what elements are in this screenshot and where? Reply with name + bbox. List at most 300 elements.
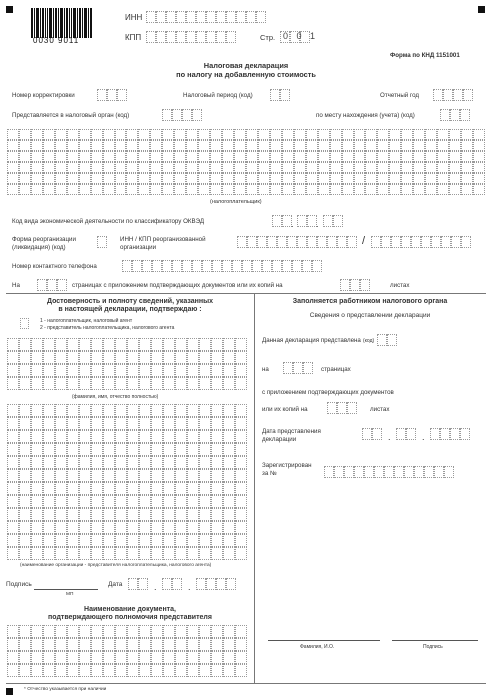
grid-cell[interactable] (449, 162, 461, 173)
grid-cell[interactable] (365, 173, 377, 184)
input-cell[interactable] (347, 402, 357, 414)
grid-cell[interactable] (7, 521, 19, 534)
input-cell[interactable] (293, 362, 303, 374)
grid-cell[interactable] (162, 173, 174, 184)
grid-cell[interactable] (19, 443, 31, 456)
grid-cell[interactable] (210, 184, 222, 195)
grid-cell[interactable] (199, 364, 211, 377)
grid-cell[interactable] (19, 430, 31, 443)
grid-cell[interactable] (151, 534, 163, 547)
grid-cell[interactable] (306, 140, 318, 151)
grid-cell[interactable] (31, 547, 43, 560)
grid-cell[interactable] (437, 173, 449, 184)
tax-period-cells[interactable] (270, 89, 290, 101)
okved-cells-2[interactable] (297, 215, 317, 227)
grid-cell[interactable] (282, 162, 294, 173)
input-cell[interactable] (292, 260, 302, 272)
grid-cell[interactable] (187, 351, 199, 364)
grid-cell[interactable] (151, 377, 163, 390)
grid-cell[interactable] (282, 184, 294, 195)
grid-cell[interactable] (7, 338, 19, 351)
grid-cell[interactable] (67, 430, 79, 443)
grid-cell[interactable] (175, 404, 187, 417)
grid-cell[interactable] (163, 664, 175, 677)
grid-cell[interactable] (162, 162, 174, 173)
grid-cell[interactable] (235, 495, 247, 508)
input-cell[interactable] (406, 428, 416, 440)
grid-cell[interactable] (175, 482, 187, 495)
grid-cell[interactable] (55, 404, 67, 417)
grid-cell[interactable] (103, 456, 115, 469)
input-cell[interactable] (280, 89, 290, 101)
grid-cell[interactable] (67, 351, 79, 364)
grid-cell[interactable] (270, 140, 282, 151)
grid-cell[interactable] (127, 338, 139, 351)
grid-cell[interactable] (461, 140, 473, 151)
input-cell[interactable] (443, 89, 453, 101)
grid-cell[interactable] (67, 404, 79, 417)
grid-cell[interactable] (91, 534, 103, 547)
grid-cell[interactable] (55, 547, 67, 560)
grid-cell[interactable] (199, 534, 211, 547)
input-cell[interactable] (232, 260, 242, 272)
grid-cell[interactable] (43, 508, 55, 521)
grid-cell[interactable] (43, 495, 55, 508)
input-cell[interactable] (327, 402, 337, 414)
grid-cell[interactable] (43, 351, 55, 364)
grid-cell[interactable] (7, 443, 19, 456)
input-cell[interactable] (333, 215, 343, 227)
grid-cell[interactable] (258, 162, 270, 173)
grid-cell[interactable] (91, 521, 103, 534)
grid-cell[interactable] (306, 151, 318, 162)
input-cell[interactable] (216, 11, 226, 23)
grid-cell[interactable] (246, 140, 258, 151)
submitted-to-cells[interactable] (162, 109, 202, 121)
reorg-inn-cells[interactable] (237, 236, 357, 248)
grid-cell[interactable] (79, 495, 91, 508)
input-cell[interactable] (57, 279, 67, 291)
grid-cell[interactable] (425, 129, 437, 140)
grid-cell[interactable] (67, 417, 79, 430)
grid-cell[interactable] (103, 638, 115, 651)
report-year-cells[interactable] (433, 89, 473, 101)
date-day-cells[interactable] (128, 578, 148, 590)
grid-cell[interactable] (43, 638, 55, 651)
grid-cell[interactable] (235, 638, 247, 651)
grid-cell[interactable] (163, 377, 175, 390)
grid-cell[interactable] (139, 482, 151, 495)
grid-cell[interactable] (150, 162, 162, 173)
grid-cell[interactable] (127, 469, 139, 482)
grid-cell[interactable] (91, 173, 103, 184)
grid-cell[interactable] (234, 129, 246, 140)
input-cell[interactable] (424, 466, 434, 478)
grid-cell[interactable] (91, 495, 103, 508)
grid-cell[interactable] (199, 430, 211, 443)
grid-cell[interactable] (43, 664, 55, 677)
grid-cell[interactable] (151, 364, 163, 377)
input-cell[interactable] (246, 11, 256, 23)
grid-cell[interactable] (211, 377, 223, 390)
grid-cell[interactable] (103, 508, 115, 521)
grid-cell[interactable] (31, 404, 43, 417)
grid-cell[interactable] (235, 443, 247, 456)
grid-cell[interactable] (162, 184, 174, 195)
grid-cell[interactable] (199, 508, 211, 521)
grid-cell[interactable] (139, 547, 151, 560)
grid-cell[interactable] (175, 638, 187, 651)
grid-cell[interactable] (19, 651, 31, 664)
grid-cell[interactable] (55, 638, 67, 651)
grid-cell[interactable] (211, 417, 223, 430)
grid-cell[interactable] (79, 430, 91, 443)
grid-cell[interactable] (31, 469, 43, 482)
grid-cell[interactable] (223, 547, 235, 560)
input-cell[interactable] (132, 260, 142, 272)
grid-cell[interactable] (365, 129, 377, 140)
grid-cell[interactable] (401, 162, 413, 173)
input-cell[interactable] (433, 89, 443, 101)
reorg-form-cell[interactable] (97, 236, 107, 248)
grid-cell[interactable] (126, 140, 138, 151)
grid-cell[interactable] (150, 173, 162, 184)
grid-cell[interactable] (43, 443, 55, 456)
grid-cell[interactable] (43, 625, 55, 638)
grid-cell[interactable] (377, 140, 389, 151)
grid-cell[interactable] (91, 547, 103, 560)
grid-cell[interactable] (223, 417, 235, 430)
grid-cell[interactable] (199, 404, 211, 417)
grid-cell[interactable] (127, 430, 139, 443)
grid-cell[interactable] (461, 151, 473, 162)
grid-cell[interactable] (67, 625, 79, 638)
grid-cell[interactable] (199, 377, 211, 390)
grid-cell[interactable] (103, 140, 115, 151)
input-cell[interactable] (421, 236, 431, 248)
grid-cell[interactable] (223, 638, 235, 651)
grid-cell[interactable] (67, 469, 79, 482)
grid-cell[interactable] (223, 495, 235, 508)
grid-cell[interactable] (91, 364, 103, 377)
phone-cells[interactable] (122, 260, 322, 272)
grid-cell[interactable] (103, 443, 115, 456)
grid-cell[interactable] (19, 404, 31, 417)
grid-cell[interactable] (31, 625, 43, 638)
grid-cell[interactable] (43, 129, 55, 140)
input-cell[interactable] (117, 89, 127, 101)
grid-cell[interactable] (377, 129, 389, 140)
grid-cell[interactable] (79, 469, 91, 482)
grid-cell[interactable] (223, 351, 235, 364)
grid-cell[interactable] (222, 184, 234, 195)
grid-cell[interactable] (211, 404, 223, 417)
grid-cell[interactable] (55, 162, 67, 173)
input-cell[interactable] (192, 260, 202, 272)
grid-cell[interactable] (7, 140, 19, 151)
grid-cell[interactable] (139, 651, 151, 664)
grid-cell[interactable] (103, 469, 115, 482)
grid-cell[interactable] (186, 184, 198, 195)
grid-cell[interactable] (31, 151, 43, 162)
grid-cell[interactable] (235, 430, 247, 443)
grid-cell[interactable] (19, 664, 31, 677)
grid-cell[interactable] (115, 417, 127, 430)
input-cell[interactable] (440, 109, 450, 121)
grid-cell[interactable] (211, 482, 223, 495)
grid-cell[interactable] (199, 482, 211, 495)
grid-cell[interactable] (223, 534, 235, 547)
input-cell[interactable] (186, 11, 196, 23)
grid-cell[interactable] (67, 534, 79, 547)
grid-cell[interactable] (187, 377, 199, 390)
grid-cell[interactable] (222, 129, 234, 140)
grid-cell[interactable] (449, 184, 461, 195)
grid-cell[interactable] (199, 443, 211, 456)
grid-cell[interactable] (186, 129, 198, 140)
grid-cell[interactable] (198, 173, 210, 184)
grid-cell[interactable] (187, 547, 199, 560)
grid-cell[interactable] (67, 338, 79, 351)
grid-cell[interactable] (151, 508, 163, 521)
grid-cell[interactable] (186, 162, 198, 173)
grid-cell[interactable] (199, 547, 211, 560)
grid-cell[interactable] (7, 417, 19, 430)
grid-cell[interactable] (187, 664, 199, 677)
grid-cell[interactable] (270, 173, 282, 184)
grid-cell[interactable] (151, 469, 163, 482)
grid-cell[interactable] (139, 469, 151, 482)
grid-cell[interactable] (139, 351, 151, 364)
grid-cell[interactable] (43, 482, 55, 495)
grid-cell[interactable] (115, 377, 127, 390)
input-cell[interactable] (461, 236, 471, 248)
grid-cell[interactable] (306, 184, 318, 195)
input-cell[interactable] (440, 428, 450, 440)
input-cell[interactable] (216, 31, 226, 43)
grid-cell[interactable] (31, 129, 43, 140)
input-cell[interactable] (374, 466, 384, 478)
grid-cell[interactable] (199, 351, 211, 364)
grid-cell[interactable] (67, 638, 79, 651)
grid-cell[interactable] (234, 140, 246, 151)
grid-cell[interactable] (187, 521, 199, 534)
grid-cell[interactable] (473, 151, 485, 162)
grid-cell[interactable] (127, 364, 139, 377)
grid-cell[interactable] (115, 482, 127, 495)
grid-cell[interactable] (163, 417, 175, 430)
grid-cell[interactable] (127, 404, 139, 417)
grid-cell[interactable] (127, 547, 139, 560)
grid-cell[interactable] (19, 173, 31, 184)
grid-cell[interactable] (377, 162, 389, 173)
grid-cell[interactable] (79, 129, 91, 140)
date-month-cells[interactable] (162, 578, 182, 590)
grid-cell[interactable] (246, 184, 258, 195)
grid-cell[interactable] (79, 482, 91, 495)
grid-cell[interactable] (103, 377, 115, 390)
grid-cell[interactable] (151, 443, 163, 456)
grid-cell[interactable] (67, 443, 79, 456)
grid-cell[interactable] (199, 651, 211, 664)
grid-cell[interactable] (187, 404, 199, 417)
grid-cell[interactable] (19, 534, 31, 547)
submission-year-cells[interactable] (430, 428, 470, 440)
grid-cell[interactable] (67, 140, 79, 151)
grid-cell[interactable] (115, 456, 127, 469)
grid-cell[interactable] (55, 482, 67, 495)
grid-cell[interactable] (425, 151, 437, 162)
grid-cell[interactable] (354, 151, 366, 162)
grid-cell[interactable] (377, 173, 389, 184)
input-cell[interactable] (146, 11, 156, 23)
grid-cell[interactable] (377, 184, 389, 195)
grid-cell[interactable] (437, 162, 449, 173)
grid-cell[interactable] (31, 338, 43, 351)
grid-cell[interactable] (31, 508, 43, 521)
input-cell[interactable] (347, 236, 357, 248)
input-cell[interactable] (317, 236, 327, 248)
grid-cell[interactable] (55, 364, 67, 377)
grid-cell[interactable] (401, 140, 413, 151)
grid-cell[interactable] (234, 151, 246, 162)
input-cell[interactable] (172, 109, 182, 121)
pages-count-cells[interactable] (37, 279, 67, 291)
grid-cell[interactable] (138, 162, 150, 173)
grid-cell[interactable] (413, 151, 425, 162)
grid-cell[interactable] (43, 377, 55, 390)
grid-cell[interactable] (139, 404, 151, 417)
grid-cell[interactable] (67, 173, 79, 184)
grid-cell[interactable] (330, 140, 342, 151)
confirm-type-cell[interactable] (20, 318, 29, 329)
grid-cell[interactable] (55, 521, 67, 534)
grid-cell[interactable] (389, 140, 401, 151)
grid-cell[interactable] (150, 151, 162, 162)
grid-cell[interactable] (174, 151, 186, 162)
grid-cell[interactable] (7, 430, 19, 443)
grid-cell[interactable] (174, 173, 186, 184)
grid-cell[interactable] (175, 351, 187, 364)
grid-cell[interactable] (187, 508, 199, 521)
input-cell[interactable] (327, 236, 337, 248)
grid-cell[interactable] (425, 140, 437, 151)
input-cell[interactable] (196, 31, 206, 43)
grid-cell[interactable] (43, 140, 55, 151)
grid-cell[interactable] (211, 664, 223, 677)
grid-cell[interactable] (258, 140, 270, 151)
input-cell[interactable] (47, 279, 57, 291)
grid-cell[interactable] (294, 129, 306, 140)
grid-cell[interactable] (163, 534, 175, 547)
grid-cell[interactable] (198, 140, 210, 151)
grid-cell[interactable] (55, 430, 67, 443)
registration-number-cells[interactable] (324, 466, 454, 478)
grid-cell[interactable] (139, 443, 151, 456)
input-cell[interactable] (176, 31, 186, 43)
input-cell[interactable] (256, 11, 266, 23)
submission-day-cells[interactable] (362, 428, 382, 440)
grid-cell[interactable] (175, 469, 187, 482)
grid-cell[interactable] (31, 534, 43, 547)
grid-cell[interactable] (199, 521, 211, 534)
grid-cell[interactable] (187, 417, 199, 430)
grid-cell[interactable] (461, 184, 473, 195)
grid-cell[interactable] (187, 456, 199, 469)
grid-cell[interactable] (31, 364, 43, 377)
input-cell[interactable] (450, 428, 460, 440)
grid-cell[interactable] (235, 351, 247, 364)
grid-cell[interactable] (187, 495, 199, 508)
grid-cell[interactable] (103, 364, 115, 377)
grid-cell[interactable] (389, 129, 401, 140)
grid-cell[interactable] (55, 625, 67, 638)
grid-cell[interactable] (330, 162, 342, 173)
grid-cell[interactable] (211, 338, 223, 351)
grid-cell[interactable] (7, 625, 19, 638)
grid-cell[interactable] (103, 430, 115, 443)
grid-cell[interactable] (222, 162, 234, 173)
grid-cell[interactable] (270, 162, 282, 173)
input-cell[interactable] (267, 236, 277, 248)
input-cell[interactable] (414, 466, 424, 478)
grid-cell[interactable] (211, 508, 223, 521)
grid-cell[interactable] (43, 173, 55, 184)
grid-cell[interactable] (55, 140, 67, 151)
grid-cell[interactable] (7, 664, 19, 677)
grid-cell[interactable] (175, 338, 187, 351)
grid-cell[interactable] (115, 162, 127, 173)
grid-cell[interactable] (199, 417, 211, 430)
grid-cell[interactable] (342, 140, 354, 151)
grid-cell[interactable] (43, 404, 55, 417)
grid-cell[interactable] (55, 151, 67, 162)
grid-cell[interactable] (43, 364, 55, 377)
input-cell[interactable] (236, 11, 246, 23)
grid-cell[interactable] (103, 495, 115, 508)
grid-cell[interactable] (79, 140, 91, 151)
input-cell[interactable] (172, 578, 182, 590)
grid-cell[interactable] (163, 364, 175, 377)
grid-cell[interactable] (198, 151, 210, 162)
grid-cell[interactable] (7, 547, 19, 560)
grid-cell[interactable] (162, 129, 174, 140)
grid-cell[interactable] (31, 456, 43, 469)
grid-cell[interactable] (91, 338, 103, 351)
grid-cell[interactable] (115, 521, 127, 534)
grid-cell[interactable] (91, 162, 103, 173)
grid-cell[interactable] (223, 456, 235, 469)
grid-cell[interactable] (258, 151, 270, 162)
grid-cell[interactable] (151, 651, 163, 664)
input-cell[interactable] (453, 89, 463, 101)
grid-cell[interactable] (115, 129, 127, 140)
input-cell[interactable] (337, 402, 347, 414)
grid-cell[interactable] (330, 129, 342, 140)
grid-cell[interactable] (7, 173, 19, 184)
grid-cell[interactable] (79, 364, 91, 377)
grid-cell[interactable] (413, 184, 425, 195)
grid-cell[interactable] (79, 651, 91, 664)
grid-cell[interactable] (163, 456, 175, 469)
grid-cell[interactable] (115, 495, 127, 508)
grid-cell[interactable] (150, 129, 162, 140)
grid-cell[interactable] (365, 151, 377, 162)
grid-cell[interactable] (163, 404, 175, 417)
grid-cell[interactable] (126, 184, 138, 195)
grid-cell[interactable] (175, 625, 187, 638)
grid-cell[interactable] (413, 162, 425, 173)
